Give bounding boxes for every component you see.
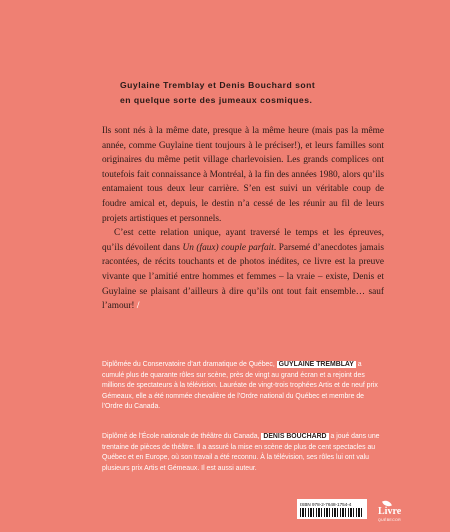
author-name-highlight: GUYLAINE TREMBLAY	[278, 361, 354, 368]
synopsis-paragraph-2	[102, 226, 384, 314]
intro-line-1: Guylaine Tremblay et Denis Bouchard sont	[120, 80, 316, 90]
bio-text: a joué dans une trentaine de pièces de théâtre. Il a assuré la mise en scène de plus de cent spectacles au Québec et en Europe, où son travail a été reconnu. À la télévision, ses rôles lui ont valu plusieurs prix Artis et Gémeaux. Il est aussi auteur.	[102, 433, 380, 472]
barcode-bars	[300, 508, 364, 517]
synopsis-text: C’est cette relation unique, ayant traversé le temps et les épreuves, qu’ils dévoilent dans	[102, 228, 384, 253]
bio-text: Diplômée du Conservatoire d’art dramatique de Québec,	[102, 361, 277, 368]
author-name-highlight: DENIS BOUCHARD	[263, 433, 327, 440]
synopsis-text: . Parsemé d’anecdotes jamais racontées, de récits touchants et de photos inédites, ce livre est la preuve vivante que l’amitié entre hommes et femmes – la vraie – existe, Denis et Guylaine se plaisant d’ailleurs à dire qu’ils ont tout fait ensemble… sauf l’amour!	[102, 242, 384, 312]
bio-text: a cumulé plus de quarante rôles sur scène, près de vingt au grand écran et a rejoint des millions de spectateurs à la télévision. Lauréate de vingt-trois trophées Artis et de neuf prix Gémeaux, elle a été nommée chevalière de l’Ordre national du Québec et membre de l’Ordre du Canada.	[102, 361, 378, 411]
barcode	[297, 499, 367, 519]
bio-guylaine	[102, 360, 384, 413]
synopsis-paragraph-1: Ils sont nés à la même date, presque à la même heure (mais pas la même année, comme Guylaine tient toujours à le préciser!), et leurs familles sont originaires du même petit village charlevoisien. Les grands complices ont toutefois fait connaissance à Montréal, à la fin des années 1980, alors qu’ils entamaient tous deux leur carrière. S’en est suivi un véritable coup de foudre amical et, depuis, le destin n’a cessé de les réunir au fil de leurs projets artistiques et personnels.	[102, 126, 384, 224]
publisher-name: Livre	[378, 506, 402, 517]
bio-text: Diplômé de l’École nationale de théâtre du Canada,	[102, 433, 262, 440]
publisher-subname: QUÉBECOR	[378, 518, 401, 522]
publisher-logo	[378, 500, 414, 524]
synopsis	[102, 124, 384, 314]
bio-denis	[102, 432, 384, 474]
isbn-label: ISBN 978-2-7648-1754-4	[300, 502, 352, 507]
intro-line-2: en quelque sorte des jumeaux cosmiques.	[120, 95, 313, 105]
book-title: Un (faux) couple parfait	[182, 242, 274, 253]
intro-tagline	[120, 78, 360, 108]
slash-mark: /	[136, 301, 140, 312]
